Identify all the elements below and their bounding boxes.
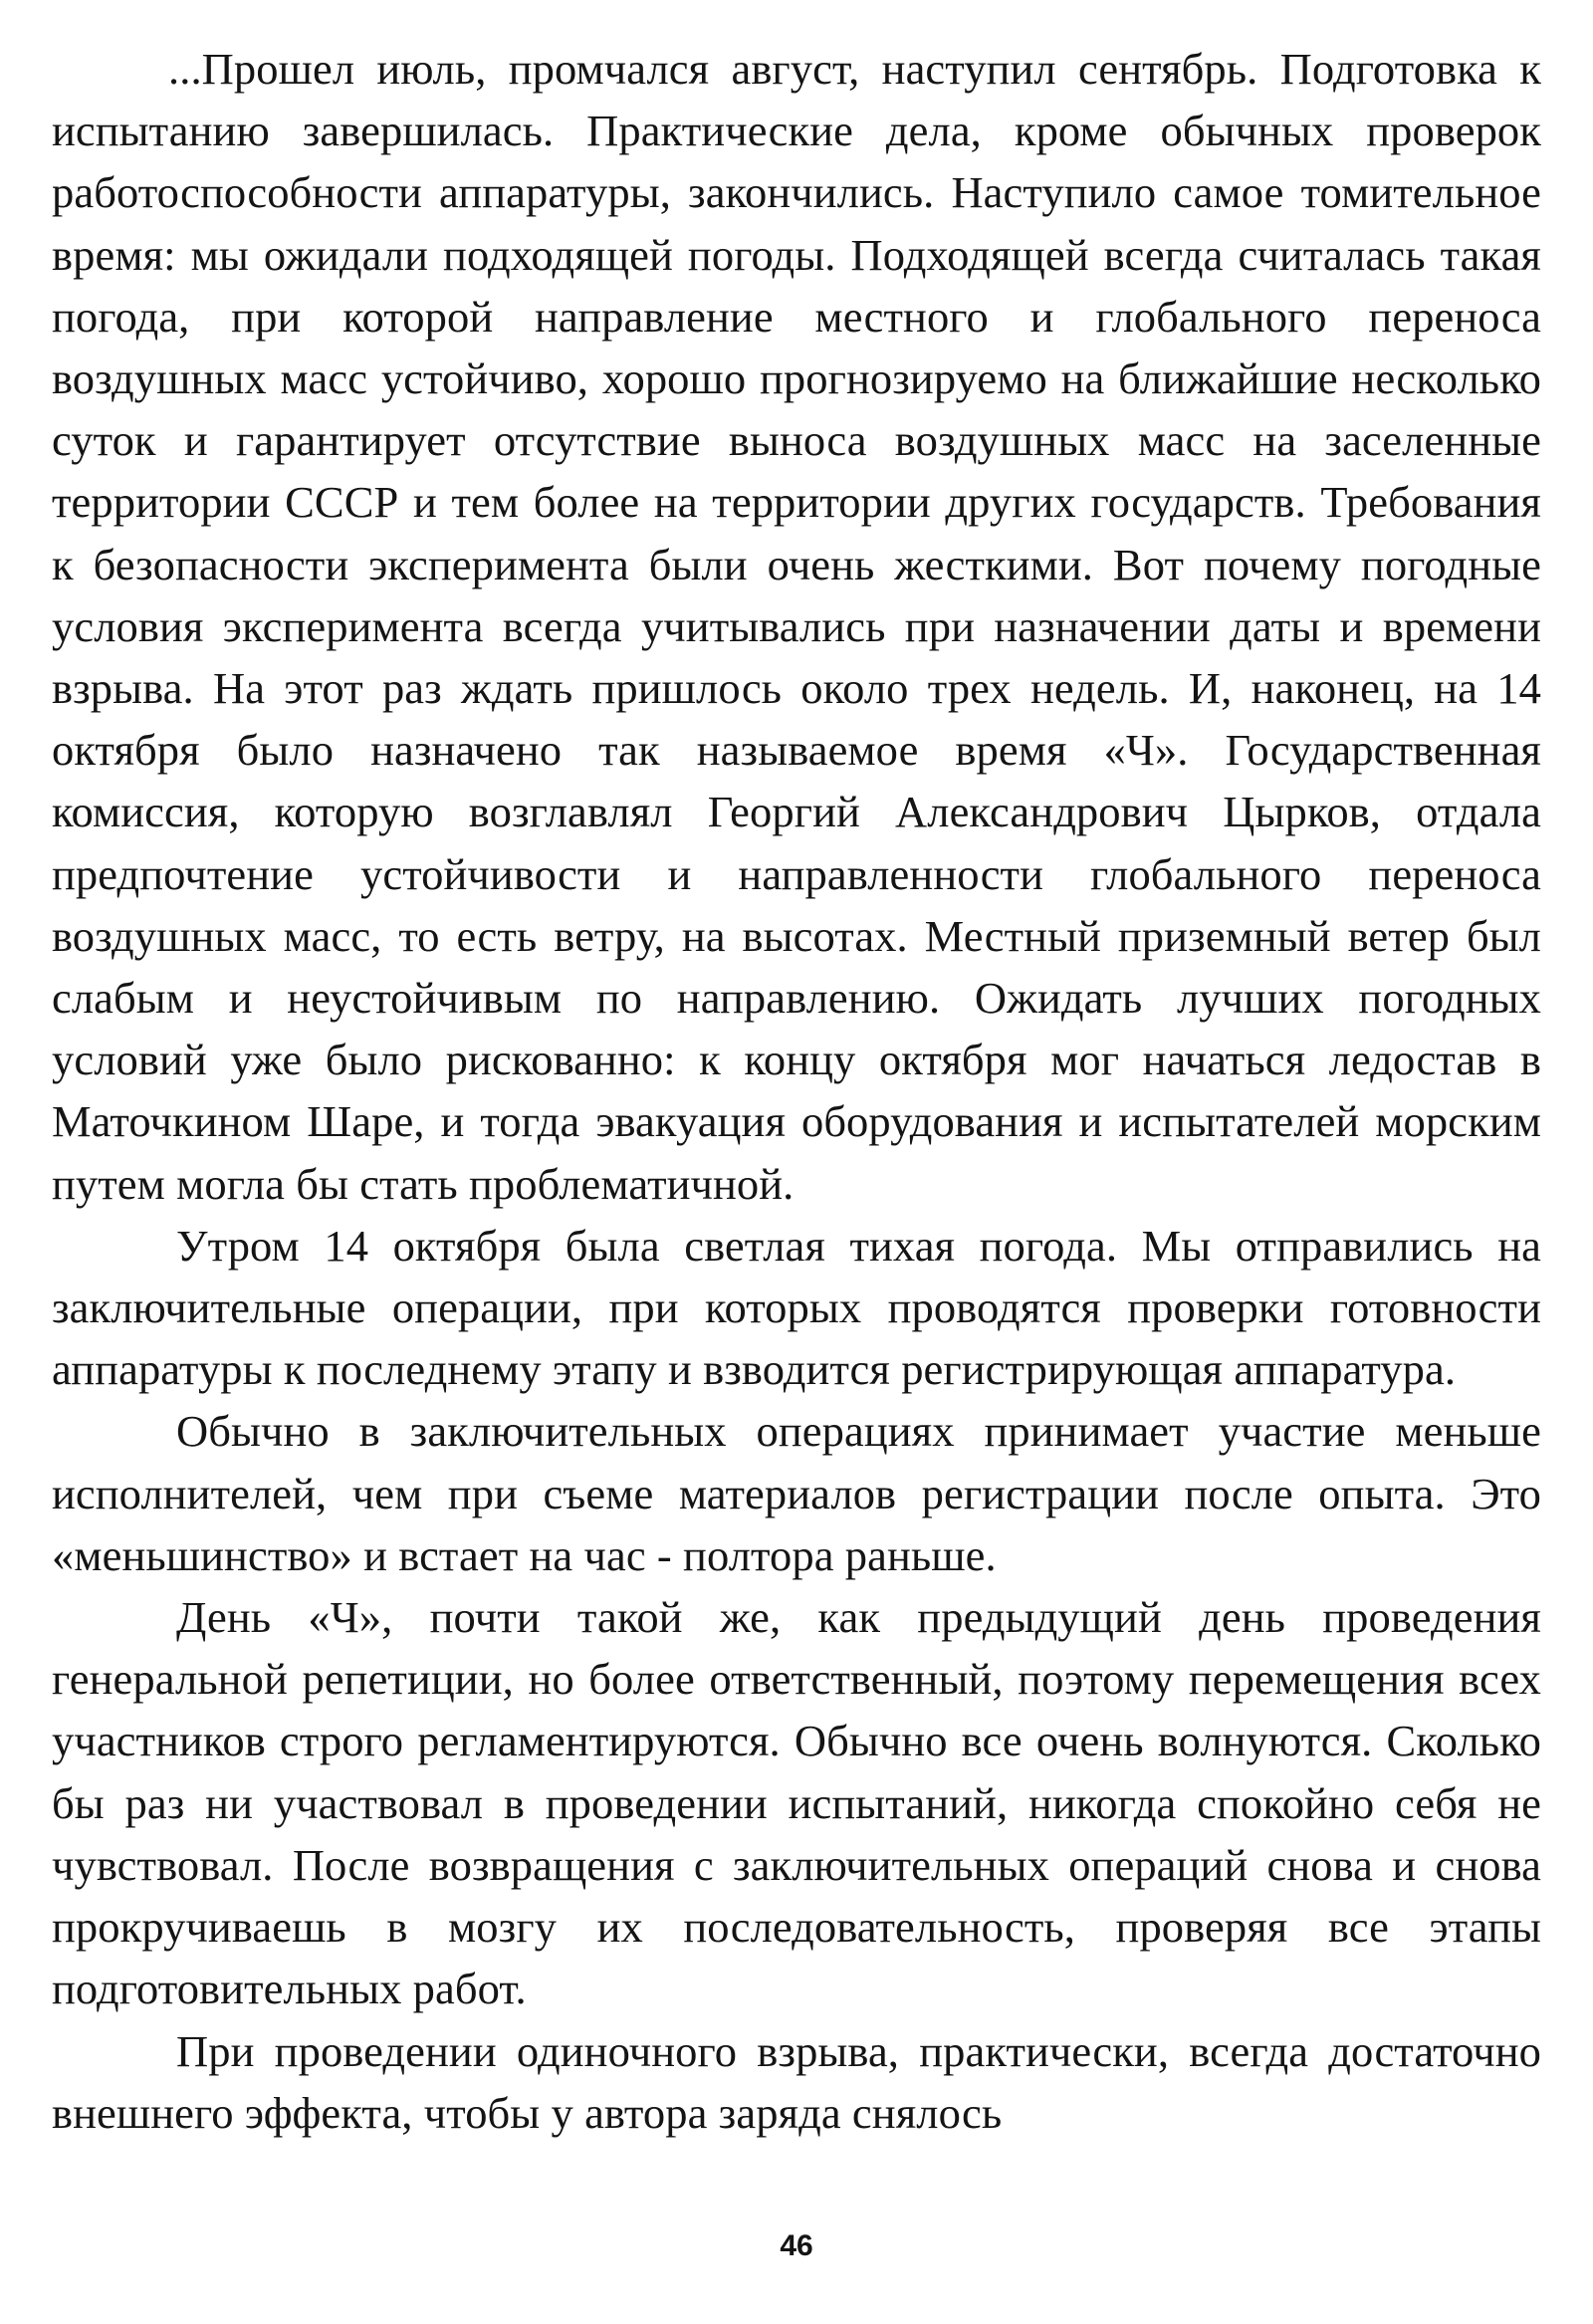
paragraph-4: День «Ч», почти такой же, как предыдущий день проведения генеральной репетиции, но более ответственный, поэтому перемещения всех участников строго регламентируются. Обычно все очень волнуются. Сколько бы раз ни участвовал в проведении испытаний, никогда спокойно себя не чувствовал. После возвращения с заключительных операций снова и снова прокручиваешь в мозгу их последовательность, проверяя все этапы подготовительных работ. [52, 1592, 1541, 2014]
page-number: 46 [780, 2229, 813, 2262]
paragraph-3: Обычно в заключительных операциях принимает участие меньше исполнителей, чем при съеме материалов регистрации после опыта. Это «меньшинство» и встает на час - полтора раньше. [52, 1406, 1541, 1580]
paragraph-1: ...Прошел июль, промчался август, наступил сентябрь. Подготовка к испытанию завершилась. Практические дела, кроме обычных проверок работоспособности аппаратуры, закончились. Наступило самое томительное время: мы ожидали подходящей погоды. Подходящей всегда считалась такая погода, при которой направление местного и глобального переноса воздушных масс устойчиво, хорошо прогнозируемо на ближайшие несколько суток и гарантирует отсутствие выноса воздушных масс на заселенные территории СССР и тем более на территории других государств. Требования к безопасности эксперимента были очень жесткими. Вот почему погодные условия эксперимента всегда учитывались при назначении даты и времени взрыва. На этот раз ждать пришлось около трех недель. И, наконец, на 14 октября было назначено так называемое время «Ч». Государственная комиссия, которую возглавлял Георгий Александрович Цырков, отдала предпочтение устойчивости и направленности глобального переноса воздушных масс, то есть ветру, на высотах. Местный приземный ветер был слабым и неустойчивым по направлению. Ожидать лучших погодных условий уже было рискованно: к концу октября мог начаться ледостав в Маточкином Шаре, и тогда эвакуация оборудования и испытателей морским путем могла бы стать проблематичной. [52, 44, 1541, 1209]
paragraph-2: Утром 14 октября была светлая тихая погода. Мы отправились на заключительные операции, при которых проводятся проверки готовности аппаратуры к последнему этапу и взводится регистрирующая аппаратура. [52, 1220, 1541, 1395]
paragraph-5: При проведении одиночного взрыва, практически, всегда достаточно внешнего эффекта, чтобы у автора заряда снялось [52, 2025, 1541, 2138]
book-page [52, 38, 1541, 2144]
